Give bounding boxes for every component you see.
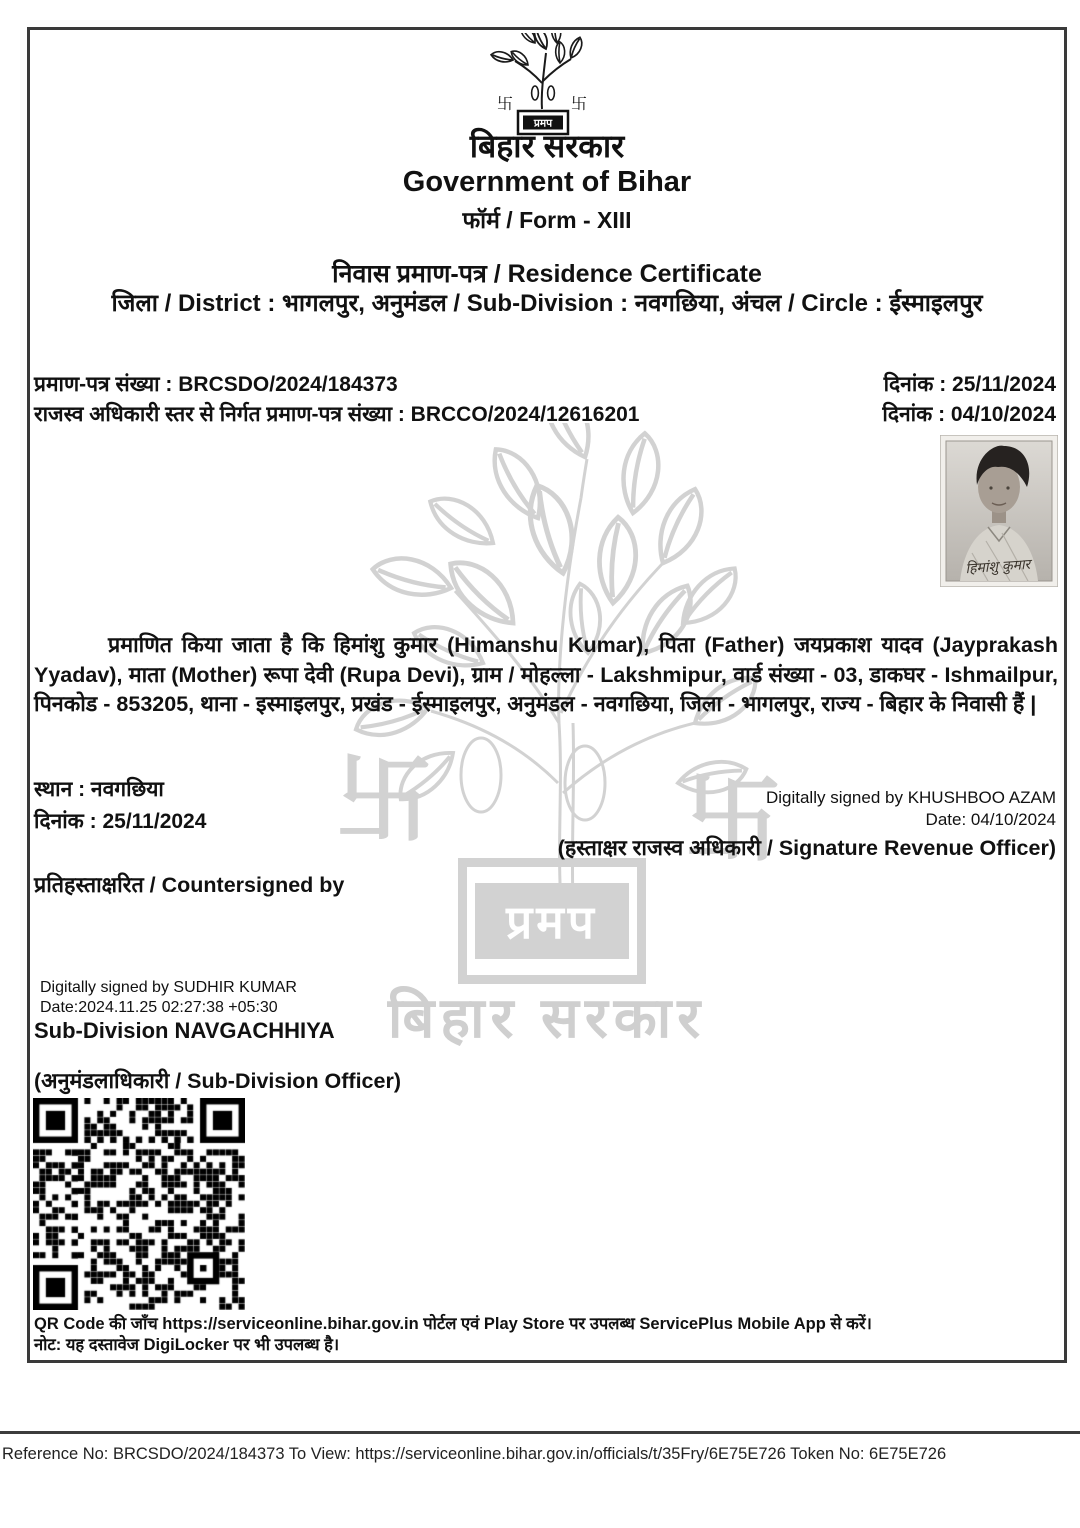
place-line: स्थान : नवगछिया bbox=[34, 778, 164, 801]
emblem-swastika-left: 卐 bbox=[496, 96, 514, 113]
certificate-border-box bbox=[27, 27, 1067, 1363]
sdo-division-line: Sub-Division NAVGACHHIYA bbox=[34, 1018, 335, 1043]
digilocker-note: नोट: यह दस्तावेज DigiLocker पर भी उपलब्ध है। bbox=[34, 1336, 340, 1354]
govt-name-hindi: बिहार सरकार bbox=[469, 128, 625, 164]
photo-signature: हिमांशु कुमार bbox=[964, 555, 1031, 577]
certificate-date: दिनांक : 25/11/2024 bbox=[883, 373, 1056, 396]
certificate-number-row bbox=[34, 370, 1056, 398]
emblem-swastika-right: 卐 bbox=[570, 96, 588, 113]
revenue-certificate-number: राजस्व अधिकारी स्तर से निर्गत प्रमाण-पत्र संख्या : BRCCO/2024/12616201 bbox=[34, 403, 640, 426]
sdo-digital-signature-name: Digitally signed by SUDHIR KUMAR bbox=[40, 979, 297, 996]
watermark-text: बिहार सरकार bbox=[387, 986, 707, 1049]
seal-watermark bbox=[458, 858, 646, 984]
district-subdivision-circle-line: जिला / District : भागलपुर, अनुमंडल / Sub-Division : नवगछिया, अंचल / Circle : ईस्माइलपुर bbox=[111, 290, 983, 317]
revenue-certificate-number-row bbox=[34, 400, 1056, 428]
form-number: फॉर्म / Form - XIII bbox=[462, 207, 632, 233]
certificate-number: प्रमाण-पत्र संख्या : BRCSDO/2024/184373 bbox=[34, 373, 398, 396]
applicant-photo bbox=[940, 435, 1058, 587]
revenue-digital-signature-name: Digitally signed by KHUSHBOO AZAM bbox=[765, 788, 1056, 807]
emblem-seal-text: प्रमप bbox=[533, 117, 553, 130]
sdo-digital-signature-date: Date:2024.11.25 02:27:38 +05:30 bbox=[40, 999, 278, 1016]
revenue-officer-signature-block bbox=[558, 787, 1056, 862]
bihar-emblem-logo bbox=[483, 33, 603, 137]
footer-divider bbox=[0, 1431, 1080, 1434]
revenue-digital-signature-date: Date: 04/10/2024 bbox=[925, 810, 1056, 829]
swastika-watermark-left: 卐 bbox=[336, 747, 432, 854]
countersigned-label: प्रतिहस्ताक्षरित / Countersigned by bbox=[34, 873, 345, 897]
qr-code bbox=[33, 1098, 245, 1310]
qr-verification-note: QR Code की जाँच https://serviceonline.bihar.gov.in पोर्टल एवं Play Store पर उपलब्ध ServicePlus Mobile App से करें। bbox=[34, 1315, 872, 1333]
revenue-officer-label: (हस्ताक्षर राजस्व अधिकारी / Signature Revenue Officer) bbox=[557, 836, 1056, 860]
reference-line: Reference No: BRCSDO/2024/184373 To View: https://serviceonline.bihar.gov.in/officials/t/35Fry/6E75E726 Token No: 6E75E726 bbox=[2, 1445, 947, 1463]
sdo-signature-block bbox=[34, 978, 335, 1044]
revenue-certificate-date: दिनांक : 04/10/2024 bbox=[882, 403, 1056, 426]
certificate-statement: प्रमाणित किया जाता है कि हिमांशु कुमार (Himanshu Kumar), पिता (Father) जयप्रकाश यादव (Jayprakash Yyadav), माता (Mother) रूपा देवी (Rupa Devi), ग्राम / मोहल्ला - Lakshmipur, वार्ड संख्या - 03, डाकघर - Ishmailpur, पिनकोड - 853205, थाना - इस्माइलपुर, प्रखंड - ईस्माइलपुर, अनुमंडल - नवगछिया, जिला - भागलपुर, राज्य - बिहार के निवासी हैं | bbox=[34, 633, 1058, 716]
certificate-title: निवास प्रमाण-पत्र / Residence Certificate bbox=[332, 260, 762, 288]
sdo-officer-label: (अनुमंडलाधिकारी / Sub-Division Officer) bbox=[34, 1069, 402, 1093]
seal-watermark-text: प्रमप bbox=[475, 883, 629, 959]
date-line: दिनांक : 25/11/2024 bbox=[34, 810, 207, 833]
swastika-watermark-right: 卐 bbox=[685, 767, 781, 874]
govt-name-english: Government of Bihar bbox=[402, 166, 692, 198]
